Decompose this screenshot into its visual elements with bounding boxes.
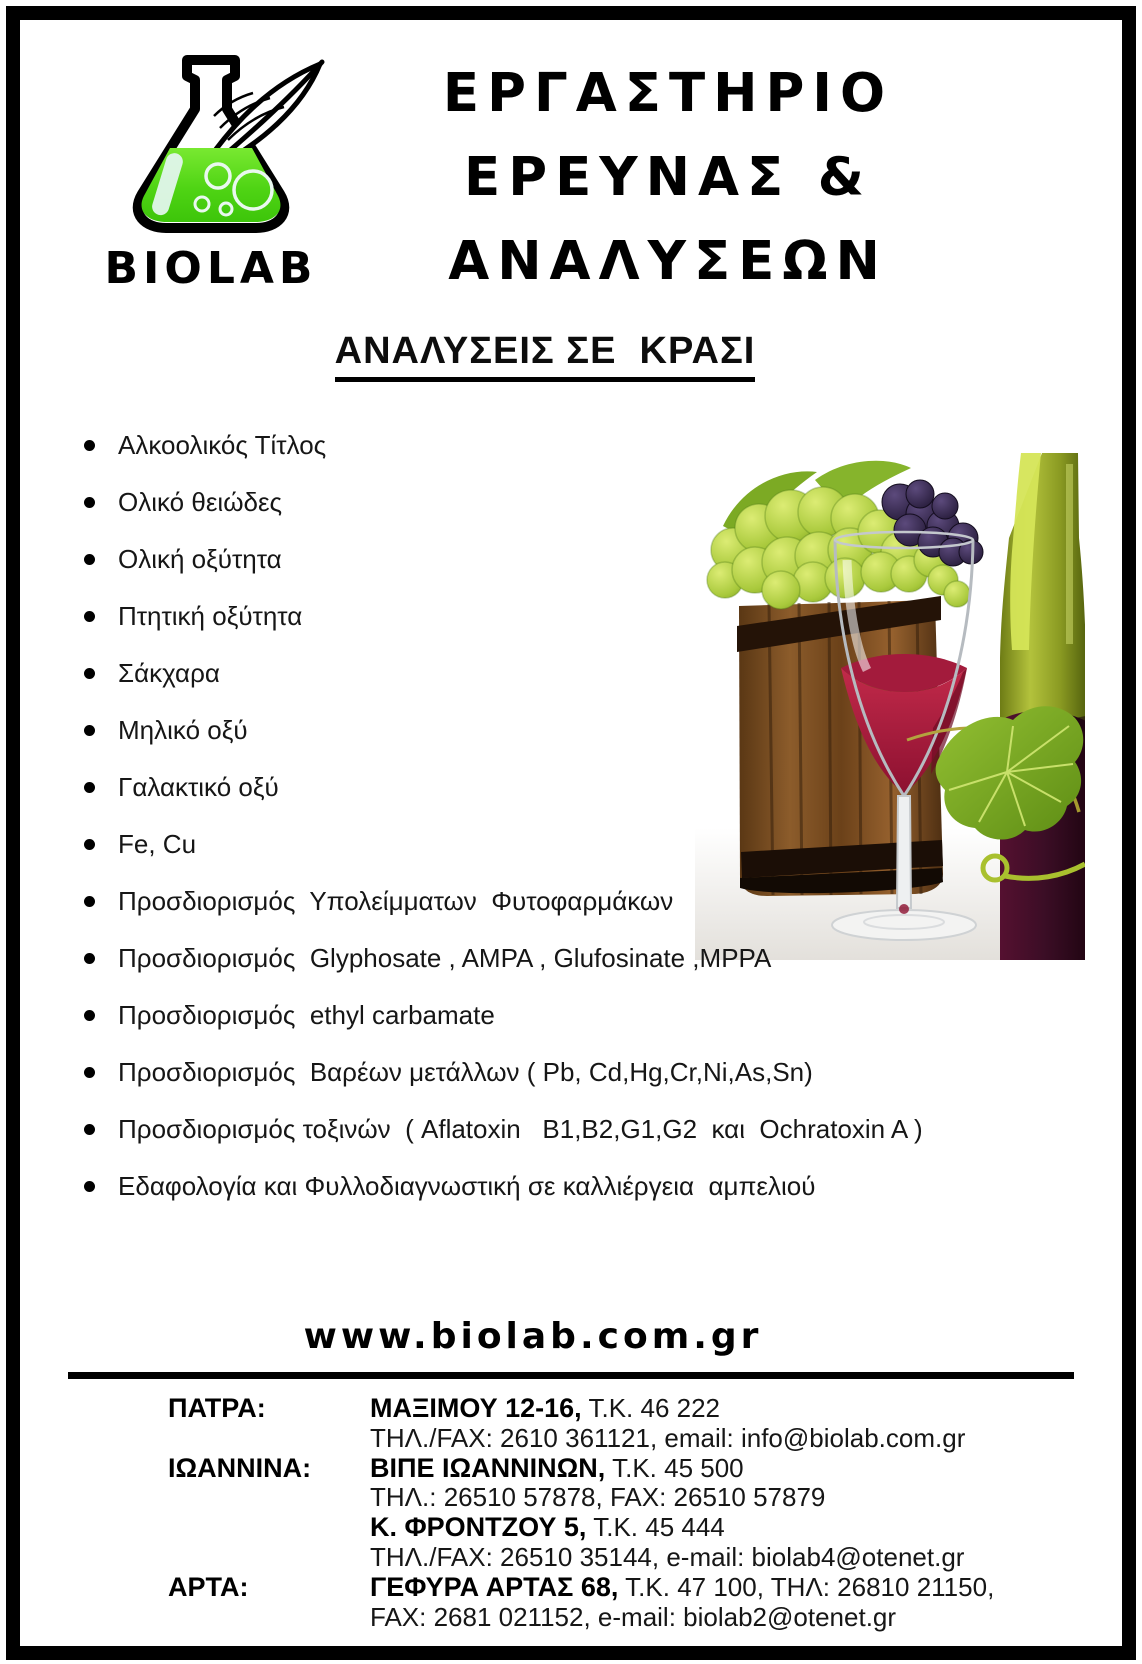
list-item: [78, 715, 918, 745]
page-title: ΑΝΑΛΥΣΕΙΣ ΣΕ ΚΡΑΣΙ: [335, 330, 756, 382]
bullet-icon: [84, 497, 95, 508]
list-item-label: Πτητική οξύτητα: [118, 600, 303, 631]
list-item-label: Προσδιορισμός Υπολείμματων Φυτοφαρμάκων: [118, 885, 674, 916]
list-item: [78, 772, 918, 802]
list-item: [78, 886, 918, 916]
list-item-label: Αλκοολικός Τίτλος: [118, 429, 327, 460]
list-item-label: Γαλακτικό οξύ: [118, 771, 279, 802]
list-item: [78, 658, 918, 688]
contact-line: ΒΙΠΕ ΙΩΑΝΝΙΝΩΝ, Τ.Κ. 45 500: [370, 1452, 744, 1483]
bullet-icon: [84, 1124, 95, 1135]
list-item-label: Μηλικό οξύ: [118, 714, 248, 745]
contact-line: ΤΗΛ.: 26510 57878, FAX: 26510 57879: [370, 1482, 826, 1513]
lab-title-line-2: ΕΡΕΥΝΑΣ &: [464, 147, 872, 208]
list-item-label: Ολικό θειώδες: [118, 486, 283, 517]
contact-line: Κ. ΦΡΟΝΤΖΟΥ 5, Τ.Κ. 45 444: [370, 1512, 725, 1543]
flask-icon: [95, 46, 327, 238]
list-item-label: Εδαφολογία και Φυλλοδιαγνωστική σε καλλιέργεια αμπελιού: [118, 1170, 816, 1201]
bullet-icon: [84, 1010, 95, 1021]
contact-row: [168, 1394, 1088, 1454]
list-item-label: Προσδιορισμός ethyl carbamate: [118, 999, 495, 1030]
bullet-icon: [84, 725, 95, 736]
contact-row: [168, 1573, 1088, 1633]
contact-city: ΙΩΑΝΝΙΝΑ:: [168, 1452, 312, 1483]
lab-title-line-3: ΑΝΑΛΥΣΕΩΝ: [448, 231, 888, 292]
list-item-label: Προσδιορισμός τοξινών ( Aflatoxin B1,B2,G1,G2 και Ochratoxin A ): [118, 1113, 923, 1144]
list-item: [78, 487, 918, 517]
bullet-icon: [84, 896, 95, 907]
website-wrap: [0, 1316, 1066, 1357]
list-item: [78, 829, 918, 859]
contact-city: ΑΡΤΑ:: [168, 1571, 249, 1602]
list-item: [78, 943, 918, 973]
list-item: [78, 544, 918, 574]
list-item-label: Σάκχαρα: [118, 657, 220, 688]
bullet-icon: [84, 668, 95, 679]
bullet-icon: [84, 1067, 95, 1078]
list-item: [78, 430, 918, 460]
list-item: [78, 601, 918, 631]
contacts-section: [168, 1394, 1088, 1632]
contact-line: ΤΗΛ./FAX: 26510 35144, e-mail: biolab4@otenet.gr: [370, 1541, 965, 1572]
contact-lines: [370, 1573, 1088, 1633]
bullet-icon: [84, 839, 95, 850]
bullet-icon: [84, 554, 95, 565]
contact-city: ΠΑΤΡΑ:: [168, 1393, 266, 1423]
website-text: www.biolab.com.gr: [303, 1316, 763, 1357]
biolab-logo: [95, 46, 327, 294]
list-item: [78, 1057, 918, 1087]
list-item: [78, 1000, 918, 1030]
list-item: [78, 1113, 923, 1144]
bullet-icon: [84, 1181, 95, 1192]
brand-wordmark: BIOLAB: [104, 243, 318, 294]
list-item-label: Προσδιορισμός Βαρέων μετάλλων ( Pb, Cd,Hg,Cr,Ni,As,Sn): [118, 1056, 813, 1087]
bullet-icon: [84, 611, 95, 622]
list-item-label: Fe, Cu: [118, 828, 197, 859]
bullet-icon: [84, 440, 95, 451]
divider-rule: [68, 1372, 1074, 1379]
contact-lines: [370, 1394, 1088, 1454]
list-item-label: Προσδιορισμός Glyphosate , AMPA , Glufosinate ,MPPA: [118, 942, 772, 973]
contact-line: ΓΕΦΥΡΑ ΑΡΤΑΣ 68, Τ.Κ. 47 100, ΤΗΛ: 26810 21150,: [370, 1571, 995, 1602]
subtitle-wrap: [0, 330, 1090, 382]
contact-line: ΤΗΛ./FAX: 2610 361121, email: info@biolab.com.gr: [370, 1422, 966, 1453]
contact-line: FAX: 2681 021152, e-mail: biolab2@otenet.gr: [370, 1601, 897, 1632]
contact-line: ΜΑΞΙΜΟΥ 12-16, Τ.Κ. 46 222: [370, 1393, 721, 1423]
lab-title: [385, 52, 951, 304]
contact-row: [168, 1454, 1088, 1573]
contact-lines: [370, 1454, 1088, 1573]
bullet-icon: [84, 953, 95, 964]
analyses-list: [78, 429, 923, 1228]
list-item: [78, 1171, 918, 1201]
lab-title-line-1: ΕΡΓΑΣΤΗΡΙΟ: [442, 63, 894, 124]
bullet-icon: [84, 782, 95, 793]
list-item-label: Ολική οξύτητα: [118, 543, 282, 574]
